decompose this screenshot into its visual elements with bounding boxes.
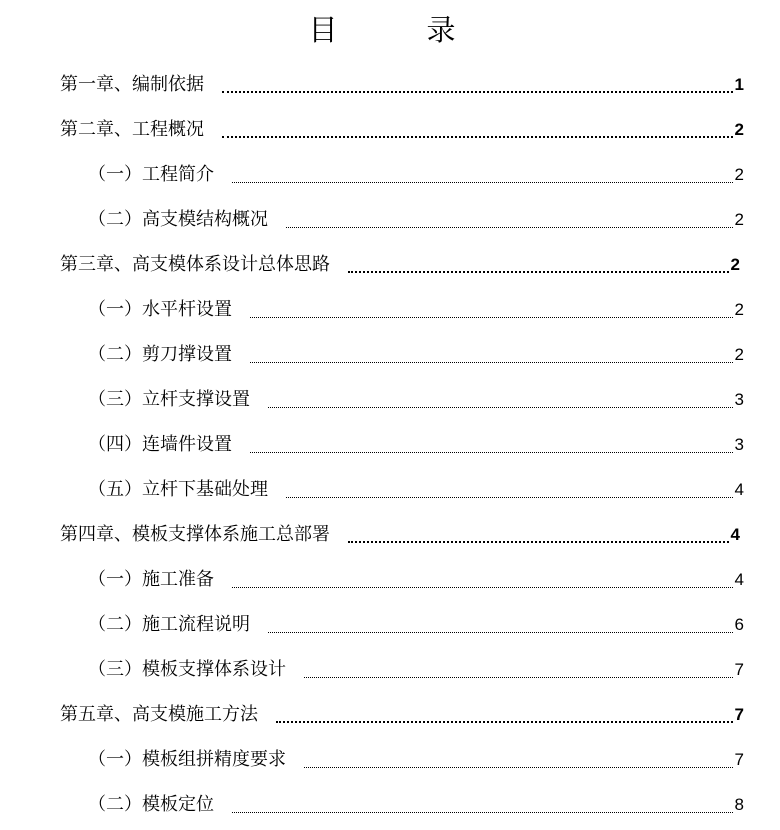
dot-leader <box>268 407 733 408</box>
toc-entry-page: 2 <box>734 210 744 229</box>
toc-entry[interactable] <box>60 520 740 550</box>
dot-leader <box>304 767 733 768</box>
toc-entry-page: 2 <box>730 255 740 274</box>
toc-entry[interactable] <box>88 295 744 325</box>
toc-entry-label: （一）工程简介 <box>88 164 214 185</box>
toc-entry-label: （二）模板定位 <box>88 794 214 815</box>
dot-leader <box>286 497 733 498</box>
toc-entry-page: 4 <box>734 570 744 589</box>
toc-entry[interactable] <box>88 790 744 820</box>
toc-entry[interactable] <box>60 115 744 145</box>
toc-entry-label: （一）水平杆设置 <box>88 299 232 320</box>
toc-entry[interactable] <box>60 250 740 280</box>
dot-leader <box>232 587 733 588</box>
dot-leader <box>250 317 733 318</box>
toc-entry-label: 第四章、模板支撑体系施工总部署 <box>60 524 330 545</box>
dot-leader <box>232 182 733 183</box>
toc-entry[interactable] <box>88 655 744 685</box>
toc-entry-page: 8 <box>734 795 744 814</box>
toc-entry[interactable] <box>88 340 744 370</box>
dot-leader <box>276 721 733 723</box>
dot-leader <box>348 541 729 543</box>
toc-entry-label: 第三章、高支模体系设计总体思路 <box>60 254 330 275</box>
toc-entry-label: （四）连墙件设置 <box>88 434 232 455</box>
toc-entry[interactable] <box>60 700 744 730</box>
toc-entry-label: （三）模板支撑体系设计 <box>88 659 286 680</box>
toc-entry-page: 2 <box>734 165 744 184</box>
toc-entry-page: 6 <box>734 615 744 634</box>
dot-leader <box>250 452 733 453</box>
toc-entry-page: 2 <box>734 300 744 319</box>
dot-leader <box>250 362 733 363</box>
dot-leader <box>286 227 733 228</box>
toc-entry-page: 4 <box>730 525 740 544</box>
toc-entry[interactable] <box>60 70 744 100</box>
toc-entry-label: 第五章、高支模施工方法 <box>60 704 258 725</box>
toc-entry-label: 第一章、编制依据 <box>60 74 204 95</box>
toc-entry[interactable] <box>88 475 744 505</box>
toc-entry-label: （三）立杆支撑设置 <box>88 389 250 410</box>
toc-entry-page: 2 <box>734 120 744 139</box>
toc-entry[interactable] <box>88 385 744 415</box>
toc-entry-label: （一）模板组拼精度要求 <box>88 749 286 770</box>
toc-entry-label: （二）高支模结构概况 <box>88 209 268 230</box>
toc-entry-page: 4 <box>734 480 744 499</box>
toc-entry-page: 2 <box>734 345 744 364</box>
toc-entry-label: （五）立杆下基础处理 <box>88 479 268 500</box>
toc-entry-label: （一）施工准备 <box>88 569 214 590</box>
dot-leader <box>222 91 733 93</box>
dot-leader <box>232 812 733 813</box>
toc-entry[interactable] <box>88 205 744 235</box>
toc-entry[interactable] <box>88 610 744 640</box>
toc-entry[interactable] <box>88 430 744 460</box>
toc-entry-page: 3 <box>734 435 744 454</box>
toc-entry-label: 第二章、工程概况 <box>60 119 204 140</box>
dot-leader <box>348 271 729 273</box>
toc-entry-label: （二）施工流程说明 <box>88 614 250 635</box>
toc-entry-label: （二）剪刀撑设置 <box>88 344 232 365</box>
toc-entry[interactable] <box>88 160 744 190</box>
toc-entry[interactable] <box>88 565 744 595</box>
page-title: 目 录 <box>308 13 486 47</box>
toc-entry-page: 7 <box>734 660 744 679</box>
dot-leader <box>222 136 733 138</box>
toc-entry-page: 3 <box>734 390 744 409</box>
dot-leader <box>268 632 733 633</box>
toc-entry-page: 7 <box>734 705 744 724</box>
toc-entry[interactable] <box>88 745 744 775</box>
toc-entry-page: 1 <box>734 75 744 94</box>
dot-leader <box>304 677 733 678</box>
toc-entry-page: 7 <box>734 750 744 769</box>
